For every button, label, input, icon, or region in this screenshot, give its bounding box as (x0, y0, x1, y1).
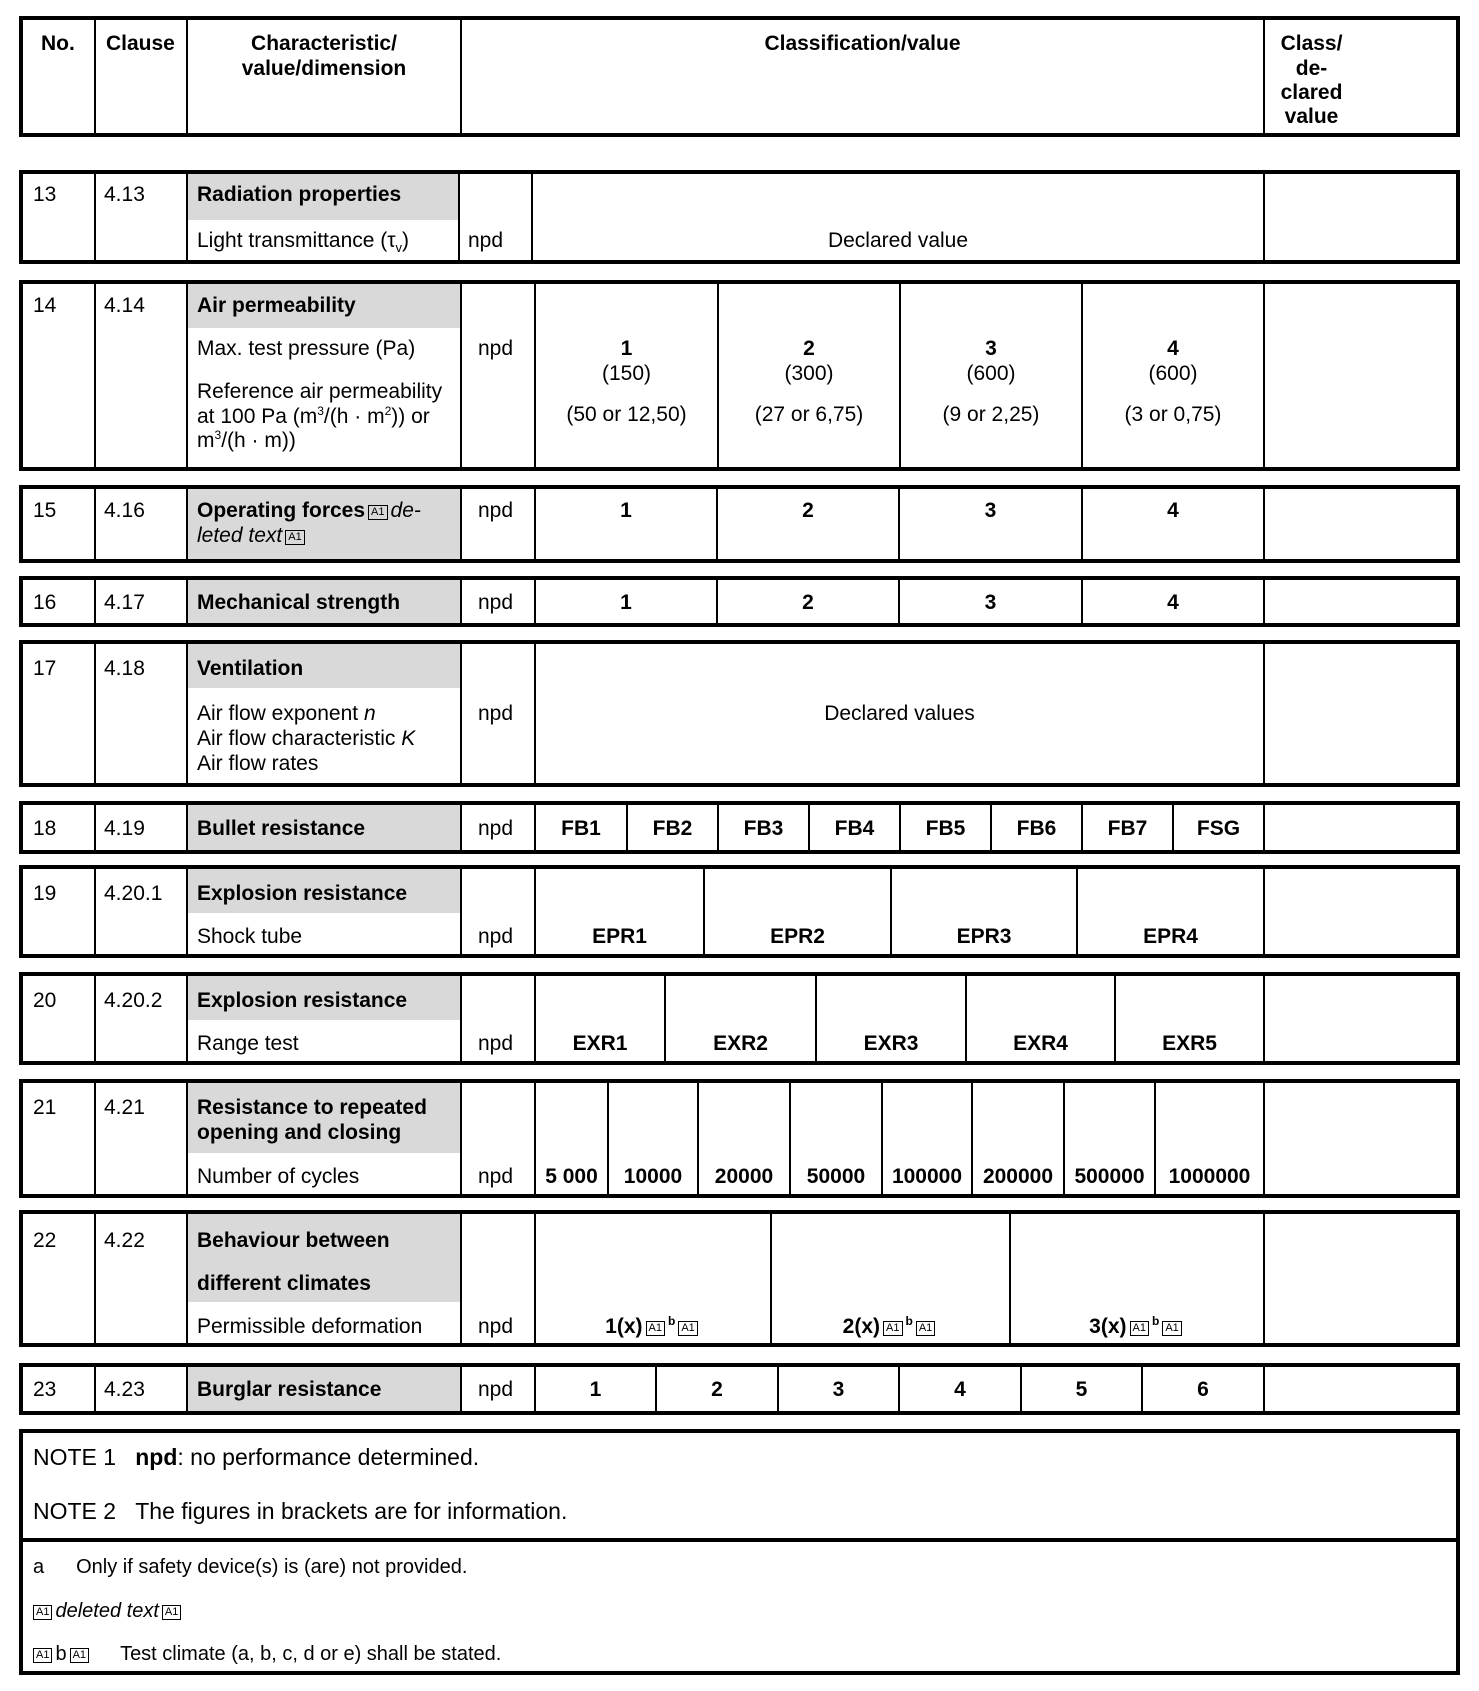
class-cell: EXR2 (713, 1032, 768, 1055)
row-subtitle: Shock tube (197, 925, 303, 948)
class-cell: FB5 (925, 817, 966, 840)
class-cell: FB3 (743, 817, 784, 840)
class-permeability: (27 or 6,75) (754, 403, 864, 426)
class-cell: 3 (832, 1378, 845, 1401)
row-subtitle-permeability-2: at 100 Pa $(m^3/(h \cdot m^2))$ or (197, 404, 430, 428)
table-row-15 (19, 485, 1460, 563)
row-clause: 4.17 (104, 591, 145, 614)
row-number: 16 (33, 591, 57, 614)
row-title: Mechanical strength (197, 591, 401, 614)
class-cell: EPR3 (956, 925, 1012, 948)
amendment-start-icon: A1 (33, 1605, 52, 1620)
class-permeability: (3 or 0,75) (1124, 403, 1222, 426)
class-cell: FB1 (561, 817, 601, 840)
table-row-18 (19, 801, 1460, 854)
class-cell: FB7 (1107, 817, 1148, 840)
amendment-end-icon: A1 (285, 530, 304, 545)
class-cell: 3 (984, 499, 997, 522)
notes-divider (23, 1538, 1456, 1542)
class-cell: FSG (1196, 817, 1241, 840)
npd-label: npd (478, 925, 514, 948)
class-cell: EPR1 (592, 925, 647, 948)
class-cell: 100000 (891, 1165, 963, 1188)
class-cell: 6 (1197, 1378, 1209, 1401)
row-clause: 4.13 (104, 183, 145, 206)
amendment-start-icon: A1 (368, 505, 387, 520)
class-cell: 3 (984, 591, 997, 614)
class-cell: 1 (589, 1378, 602, 1401)
footnote-b: A1 b A1 Test climate (a, b, c, d or e) shall be stated. (33, 1642, 501, 1666)
row-title: Radiation properties (197, 183, 402, 206)
class-cell: 2 (803, 337, 815, 360)
table-row-22 (19, 1210, 1460, 1347)
class-cell: 50000 (806, 1165, 866, 1188)
row-title: Explosion resistance (197, 989, 408, 1012)
header-class-line3: clared (1280, 81, 1343, 104)
header-clause: Clause (106, 32, 175, 55)
row-number: 19 (33, 882, 57, 905)
row-title-line2: opening and closing (197, 1121, 402, 1144)
row-subtitle-permeability-3: $m^3/(h \cdot m)$) (197, 428, 296, 452)
table-row-13 (19, 170, 1460, 264)
class-pressure: (600) (1148, 362, 1198, 385)
npd-label: npd (478, 1315, 514, 1338)
row-number: 15 (33, 499, 57, 522)
row-title-line1: Resistance to repeated (197, 1096, 427, 1119)
class-cell: 2 (802, 591, 814, 614)
row-number: 20 (33, 989, 57, 1012)
class-cell: 5 000 (545, 1165, 598, 1188)
row-clause: 4.16 (104, 499, 145, 522)
class-cell: EXR1 (572, 1032, 628, 1055)
npd-label: npd (478, 702, 514, 725)
declared-value: Declared values (824, 702, 975, 725)
class-cell: EXR5 (1162, 1032, 1217, 1055)
row-number: 17 (33, 657, 57, 680)
amendment-start-icon: A1 (646, 1321, 665, 1336)
row-subtitle-exponent: Air flow exponent n (197, 702, 376, 725)
npd-label: npd (468, 229, 504, 252)
class-pressure: (300) (784, 362, 834, 385)
table-row-21 (19, 1079, 1460, 1198)
note-2: NOTE 2 The figures in brackets are for information. (33, 1498, 568, 1524)
npd-label: npd (478, 591, 514, 614)
class-cell: EPR4 (1143, 925, 1198, 948)
class-cell: 3(x) A1 $^b$ A1 (1011, 1314, 1263, 1340)
npd-label: npd (478, 499, 514, 522)
amendment-start-icon: A1 (1130, 1321, 1149, 1336)
table-row-19 (19, 865, 1460, 958)
header-class-line2: de- (1295, 57, 1328, 80)
class-cell: 10000 (623, 1165, 683, 1188)
class-permeability: (50 or 12,50) (566, 403, 687, 426)
row-subtitle: Light transmittance $(\tau_v)$ (197, 229, 410, 256)
class-cell: 20000 (714, 1165, 774, 1188)
amendment-end-icon: A1 (678, 1321, 697, 1336)
class-cell: FB6 (1016, 817, 1057, 840)
class-cell: 1(x) A1 $^b$ A1 (536, 1314, 770, 1340)
class-cell: 5 (1075, 1378, 1088, 1401)
header-classification: Classification/value (764, 32, 961, 55)
row-title-deleted: leted text A1 (197, 523, 308, 549)
class-cell: 2 (802, 499, 814, 522)
row-subtitle: Number of cycles (197, 1165, 360, 1188)
row-clause: 4.23 (104, 1378, 145, 1401)
class-cell: 1 (620, 499, 632, 522)
class-cell: 4 (1167, 591, 1179, 614)
npd-label: npd (478, 1032, 514, 1055)
class-cell: EXR3 (863, 1032, 919, 1055)
class-cell: 4 (954, 1378, 966, 1401)
table-row-20 (19, 972, 1460, 1065)
row-clause: 4.18 (104, 657, 145, 680)
header-class-line4: value (1284, 105, 1339, 128)
amendment-end-icon: A1 (70, 1648, 89, 1663)
table-row-23 (19, 1363, 1460, 1415)
amendment-end-icon: A1 (916, 1321, 935, 1336)
row-subtitle-rates: Air flow rates (197, 752, 319, 775)
row-title: Operating forces A1 de- (197, 499, 421, 522)
class-cell: 4 (1167, 499, 1179, 522)
table-header (19, 16, 1460, 137)
amendment-end-icon: A1 (1162, 1321, 1181, 1336)
footnote-deleted: A1 deleted text A1 (33, 1599, 184, 1623)
class-cell: 500000 (1074, 1165, 1145, 1188)
row-title-line2: different climates (197, 1272, 371, 1295)
class-cell: 1 (620, 591, 632, 614)
row-subtitle-pressure: Max. test pressure (Pa) (197, 337, 416, 360)
row-subtitle: Range test (197, 1032, 299, 1055)
amendment-end-icon: A1 (162, 1605, 181, 1620)
row-title: Explosion resistance (197, 882, 408, 905)
footnote-a: a Only if safety device(s) is (are) not provided. (33, 1556, 468, 1578)
row-title: Air permeability (197, 294, 356, 317)
row-clause: 4.22 (104, 1229, 145, 1252)
class-cell: 200000 (982, 1165, 1054, 1188)
amendment-start-icon: A1 (883, 1321, 902, 1336)
class-cell: FB2 (652, 817, 693, 840)
header-no: No. (41, 32, 75, 55)
class-cell: 1 (620, 337, 633, 360)
row-subtitle-permeability-1: Reference air permeability (197, 380, 443, 403)
row-title: Burglar resistance (197, 1378, 382, 1401)
class-cell: 2 (711, 1378, 723, 1401)
declared-value: Declared value (827, 229, 969, 252)
class-pressure: (600) (966, 362, 1016, 385)
class-cell: 3 (985, 337, 997, 360)
header-characteristic-line1: Characteristic/ (251, 32, 397, 55)
row-number: 22 (33, 1229, 57, 1252)
table-row-16 (19, 576, 1460, 627)
row-number: 14 (33, 294, 57, 317)
npd-label: npd (478, 1165, 514, 1188)
row-subtitle: Permissible deformation (197, 1315, 423, 1338)
row-clause: 4.20.2 (104, 989, 163, 1012)
row-clause: 4.20.1 (104, 882, 163, 905)
table-row-17 (19, 640, 1460, 787)
class-cell: EXR4 (1013, 1032, 1068, 1055)
class-cell: 4 (1167, 337, 1179, 360)
class-cell: EPR2 (770, 925, 825, 948)
row-title: Ventilation (197, 657, 304, 680)
class-pressure: (150) (601, 362, 652, 385)
row-title-line1: Behaviour between (197, 1229, 390, 1252)
row-clause: 4.19 (104, 817, 145, 840)
npd-label: npd (478, 1378, 514, 1401)
row-subtitle-characteristic: Air flow characteristic K (197, 727, 416, 750)
npd-label: npd (478, 817, 514, 840)
row-clause: 4.14 (104, 294, 145, 317)
header-class-line1: Class/ (1280, 32, 1343, 55)
row-number: 23 (33, 1378, 57, 1401)
class-cell: FB4 (834, 817, 875, 840)
row-clause: 4.21 (104, 1096, 145, 1119)
row-number: 13 (33, 183, 57, 206)
row-number: 18 (33, 817, 57, 840)
notes-box (19, 1429, 1460, 1675)
row-title: Bullet resistance (197, 817, 366, 840)
header-characteristic-line2: value/dimension (241, 57, 407, 80)
class-cell: 1000000 (1168, 1165, 1251, 1188)
npd-label: npd (478, 337, 514, 360)
class-permeability: (9 or 2,25) (942, 403, 1040, 426)
class-cell: 2(x) A1 $^b$ A1 (772, 1314, 1009, 1340)
row-number: 21 (33, 1096, 57, 1119)
amendment-start-icon: A1 (33, 1648, 52, 1663)
note-1: NOTE 1 npd: no performance determined. (33, 1444, 480, 1470)
table-row-14 (19, 280, 1460, 471)
